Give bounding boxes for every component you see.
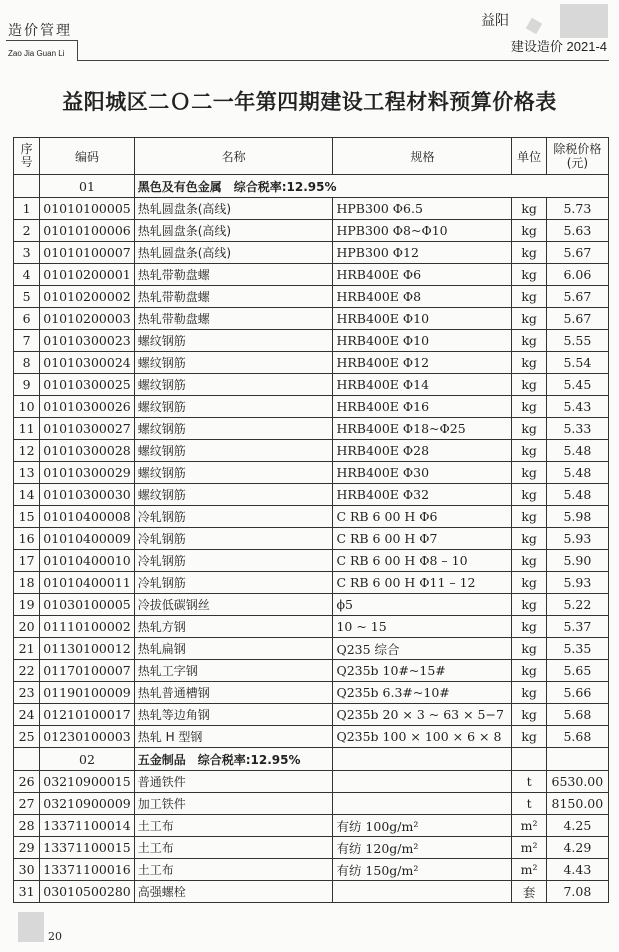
row-seq: 26 [14, 771, 40, 793]
row-price: 4.43 [546, 859, 608, 881]
table-row [14, 550, 609, 572]
row-seq: 10 [14, 396, 40, 418]
row-seq: 31 [14, 881, 40, 903]
table-row [14, 638, 609, 660]
row-name: 热轧圆盘条(高线) [134, 242, 333, 264]
row-price: 5.98 [546, 506, 608, 528]
row-spec: C RB 6 00 H Φ6 [333, 506, 512, 528]
row-code: 01110100002 [40, 616, 134, 638]
row-unit: kg [512, 440, 546, 462]
row-name: 冷轧钢筋 [134, 550, 333, 572]
table-row [14, 352, 609, 374]
row-name: 螺纹钢筋 [134, 418, 333, 440]
section-label: 黑色及有色金属 综合税率:12.95% [134, 175, 608, 198]
row-code: 01010400009 [40, 528, 134, 550]
row-seq: 9 [14, 374, 40, 396]
row-code: 01010300027 [40, 418, 134, 440]
row-spec: HPB300 Φ8~Φ10 [333, 220, 512, 242]
row-unit: kg [512, 374, 546, 396]
row-unit: kg [512, 242, 546, 264]
row-code: 01010300023 [40, 330, 134, 352]
row-seq: 27 [14, 793, 40, 815]
row-spec: 有纺 150g/m² [333, 859, 512, 881]
row-code: 03210900015 [40, 771, 134, 793]
row-code: 01010100007 [40, 242, 134, 264]
row-unit: kg [512, 220, 546, 242]
row-unit: kg [512, 396, 546, 418]
row-seq: 4 [14, 264, 40, 286]
row-code: 01230100003 [40, 726, 134, 748]
decor-square [560, 4, 608, 38]
table-row [14, 440, 609, 462]
row-seq: 30 [14, 859, 40, 881]
row-seq: 14 [14, 484, 40, 506]
row-price: 5.55 [546, 330, 608, 352]
row-unit: kg [512, 660, 546, 682]
row-name: 普通铁件 [134, 771, 333, 793]
issue-label: 建设造价 2021-4 [510, 39, 607, 54]
row-spec [333, 771, 512, 793]
row-unit: m² [512, 837, 546, 859]
row-code: 01010100006 [40, 220, 134, 242]
row-code: 01010300028 [40, 440, 134, 462]
row-unit: m² [512, 815, 546, 837]
row-price: 5.48 [546, 484, 608, 506]
row-price: 5.45 [546, 374, 608, 396]
row-price: 5.67 [546, 286, 608, 308]
row-code: 01010300025 [40, 374, 134, 396]
row-price: 5.67 [546, 308, 608, 330]
row-unit: kg [512, 352, 546, 374]
row-seq: 18 [14, 572, 40, 594]
row-unit: kg [512, 704, 546, 726]
section-empty [333, 748, 512, 771]
row-unit: kg [512, 330, 546, 352]
section-empty [512, 748, 546, 771]
section-code: 02 [40, 748, 134, 771]
row-price: 5.54 [546, 352, 608, 374]
row-spec: 10 ~ 15 [333, 616, 512, 638]
row-name: 土工布 [134, 815, 333, 837]
row-seq: 23 [14, 682, 40, 704]
row-name: 螺纹钢筋 [134, 440, 333, 462]
page-title: 益阳城区二Ｏ二一年第四期建设工程材料预算价格表 [62, 90, 557, 114]
page-number: 20 [48, 930, 62, 943]
row-price: 4.25 [546, 815, 608, 837]
row-spec: HRB400E Φ14 [333, 374, 512, 396]
row-spec: Q235b 20 × 3 ~ 63 × 5−7 [333, 704, 512, 726]
section-code: 01 [40, 175, 134, 198]
row-seq: 2 [14, 220, 40, 242]
row-seq: 17 [14, 550, 40, 572]
row-spec: HRB400E Φ30 [333, 462, 512, 484]
row-unit: kg [512, 594, 546, 616]
row-unit: kg [512, 528, 546, 550]
table-row [14, 242, 609, 264]
table-row [14, 506, 609, 528]
row-code: 01130100012 [40, 638, 134, 660]
row-spec: Q235b 100 × 100 × 6 × 8 [333, 726, 512, 748]
section-row [14, 748, 609, 771]
row-spec: HRB400E Φ12 [333, 352, 512, 374]
row-name: 热轧带勒盘螺 [134, 308, 333, 330]
row-unit: kg [512, 550, 546, 572]
row-spec: HRB400E Φ6 [333, 264, 512, 286]
col-price: 除税价格(元) [546, 138, 608, 175]
section-empty [14, 748, 40, 771]
table-row [14, 308, 609, 330]
row-name: 热轧普通槽钢 [134, 682, 333, 704]
row-seq: 16 [14, 528, 40, 550]
row-name: 土工布 [134, 837, 333, 859]
row-unit: kg [512, 308, 546, 330]
row-price: 7.08 [546, 881, 608, 903]
row-seq: 7 [14, 330, 40, 352]
table-row [14, 793, 609, 815]
row-seq: 6 [14, 308, 40, 330]
row-name: 冷轧钢筋 [134, 572, 333, 594]
table-row [14, 616, 609, 638]
row-name: 螺纹钢筋 [134, 484, 333, 506]
row-spec: C RB 6 00 H Φ8 – 10 [333, 550, 512, 572]
row-price: 5.33 [546, 418, 608, 440]
row-code: 01010400011 [40, 572, 134, 594]
row-unit: kg [512, 198, 546, 220]
table-row [14, 859, 609, 881]
row-name: 螺纹钢筋 [134, 374, 333, 396]
row-code: 01170100007 [40, 660, 134, 682]
table-row [14, 837, 609, 859]
row-name: 冷轧钢筋 [134, 528, 333, 550]
row-code: 01030100005 [40, 594, 134, 616]
row-unit: 套 [512, 881, 546, 903]
table-row [14, 660, 609, 682]
row-code: 01010300029 [40, 462, 134, 484]
row-price: 5.68 [546, 704, 608, 726]
row-spec: Q235 综合 [333, 638, 512, 660]
table-row [14, 374, 609, 396]
row-unit: t [512, 771, 546, 793]
row-name: 冷轧钢筋 [134, 506, 333, 528]
journal-pinyin: Zao Jia Guan Li [8, 49, 65, 58]
row-name: 热轧圆盘条(高线) [134, 198, 333, 220]
table-row [14, 572, 609, 594]
row-spec: HPB300 Φ6.5 [333, 198, 512, 220]
row-spec: HRB400E Φ28 [333, 440, 512, 462]
row-seq: 3 [14, 242, 40, 264]
row-code: 01010200003 [40, 308, 134, 330]
row-name: 热轧带勒盘螺 [134, 264, 333, 286]
row-code: 13371100016 [40, 859, 134, 881]
row-name: 螺纹钢筋 [134, 352, 333, 374]
row-spec: HRB400E Φ32 [333, 484, 512, 506]
row-seq: 20 [14, 616, 40, 638]
row-unit: kg [512, 484, 546, 506]
row-seq: 1 [14, 198, 40, 220]
row-name: 螺纹钢筋 [134, 462, 333, 484]
row-code: 01190100009 [40, 682, 134, 704]
row-unit: kg [512, 462, 546, 484]
row-seq: 24 [14, 704, 40, 726]
row-code: 01010300024 [40, 352, 134, 374]
col-name: 名称 [134, 138, 333, 175]
row-price: 4.29 [546, 837, 608, 859]
row-code: 01010200001 [40, 264, 134, 286]
col-spec: 规格 [333, 138, 512, 175]
row-spec: HPB300 Φ12 [333, 242, 512, 264]
row-unit: kg [512, 616, 546, 638]
row-spec: ϕ5 [333, 594, 512, 616]
row-price: 5.43 [546, 396, 608, 418]
row-price: 5.68 [546, 726, 608, 748]
row-code: 01010200002 [40, 286, 134, 308]
row-code: 01010400010 [40, 550, 134, 572]
row-seq: 12 [14, 440, 40, 462]
table-row [14, 528, 609, 550]
row-spec: HRB400E Φ8 [333, 286, 512, 308]
region-label: 益阳 [481, 13, 509, 29]
row-name: 高强螺栓 [134, 881, 333, 903]
row-spec: Q235b 10#~15# [333, 660, 512, 682]
row-code: 03010500280 [40, 881, 134, 903]
row-spec [333, 793, 512, 815]
row-price: 5.35 [546, 638, 608, 660]
row-seq: 13 [14, 462, 40, 484]
row-code: 01210100017 [40, 704, 134, 726]
header-divider [77, 60, 609, 61]
row-unit: kg [512, 682, 546, 704]
section-label: 五金制品 综合税率:12.95% [134, 748, 333, 771]
row-seq: 29 [14, 837, 40, 859]
row-unit: kg [512, 726, 546, 748]
row-seq: 5 [14, 286, 40, 308]
row-seq: 8 [14, 352, 40, 374]
row-seq: 21 [14, 638, 40, 660]
table-row [14, 704, 609, 726]
row-name: 热轧扁钢 [134, 638, 333, 660]
row-spec [333, 881, 512, 903]
row-price: 5.65 [546, 660, 608, 682]
table-row [14, 771, 609, 793]
row-code: 01010300026 [40, 396, 134, 418]
row-seq: 25 [14, 726, 40, 748]
row-name: 加工铁件 [134, 793, 333, 815]
row-name: 热轧方钢 [134, 616, 333, 638]
table-row [14, 881, 609, 903]
row-unit: m² [512, 859, 546, 881]
table-row [14, 330, 609, 352]
row-name: 土工布 [134, 859, 333, 881]
row-code: 13371100014 [40, 815, 134, 837]
price-table [13, 137, 609, 903]
row-price: 5.93 [546, 528, 608, 550]
row-price: 6530.00 [546, 771, 608, 793]
row-price: 5.66 [546, 682, 608, 704]
row-price: 5.93 [546, 572, 608, 594]
row-name: 热轧圆盘条(高线) [134, 220, 333, 242]
journal-name: 造价管理 [8, 23, 72, 39]
row-unit: kg [512, 286, 546, 308]
table-row [14, 682, 609, 704]
row-unit: t [512, 793, 546, 815]
table-row [14, 396, 609, 418]
row-name: 冷拔低碳钢丝 [134, 594, 333, 616]
row-unit: kg [512, 418, 546, 440]
row-price: 5.73 [546, 198, 608, 220]
table-row [14, 220, 609, 242]
row-price: 5.22 [546, 594, 608, 616]
row-spec: HRB400E Φ16 [333, 396, 512, 418]
row-name: 热轧 H 型钢 [134, 726, 333, 748]
table-row [14, 198, 609, 220]
table-row [14, 815, 609, 837]
row-price: 5.48 [546, 462, 608, 484]
row-code: 01010100005 [40, 198, 134, 220]
table-row [14, 484, 609, 506]
section-empty [14, 175, 40, 198]
row-unit: kg [512, 264, 546, 286]
row-code: 03210900009 [40, 793, 134, 815]
row-price: 8150.00 [546, 793, 608, 815]
row-spec: C RB 6 00 H Φ7 [333, 528, 512, 550]
table-row [14, 418, 609, 440]
row-seq: 15 [14, 506, 40, 528]
col-unit: 单位 [512, 138, 546, 175]
table-row [14, 726, 609, 748]
row-unit: kg [512, 572, 546, 594]
row-price: 5.67 [546, 242, 608, 264]
table-row [14, 462, 609, 484]
row-spec: HRB400E Φ10 [333, 330, 512, 352]
row-code: 01010300030 [40, 484, 134, 506]
row-price: 5.63 [546, 220, 608, 242]
row-code: 13371100015 [40, 837, 134, 859]
row-price: 5.48 [546, 440, 608, 462]
row-name: 热轧等边角钢 [134, 704, 333, 726]
row-name: 螺纹钢筋 [134, 396, 333, 418]
row-code: 01010400008 [40, 506, 134, 528]
table-header [14, 138, 609, 175]
row-seq: 19 [14, 594, 40, 616]
section-empty [546, 748, 608, 771]
row-name: 热轧工字钢 [134, 660, 333, 682]
row-price: 6.06 [546, 264, 608, 286]
row-spec: 有纺 100g/m² [333, 815, 512, 837]
section-row [14, 175, 609, 198]
row-seq: 11 [14, 418, 40, 440]
row-unit: kg [512, 506, 546, 528]
row-spec: 有纺 120g/m² [333, 837, 512, 859]
row-seq: 22 [14, 660, 40, 682]
row-price: 5.90 [546, 550, 608, 572]
col-seq: 序号 [14, 138, 40, 175]
row-name: 热轧带勒盘螺 [134, 286, 333, 308]
table-row [14, 594, 609, 616]
table-row [14, 286, 609, 308]
row-unit: kg [512, 638, 546, 660]
decor-square [18, 912, 44, 942]
decor-square [526, 18, 542, 34]
row-spec: C RB 6 00 H Φ11 – 12 [333, 572, 512, 594]
row-spec: Q235b 6.3#~10# [333, 682, 512, 704]
row-seq: 28 [14, 815, 40, 837]
row-price: 5.37 [546, 616, 608, 638]
row-spec: HRB400E Φ10 [333, 308, 512, 330]
row-name: 螺纹钢筋 [134, 330, 333, 352]
col-code: 编码 [40, 138, 134, 175]
row-spec: HRB400E Φ18~Φ25 [333, 418, 512, 440]
table-row [14, 264, 609, 286]
